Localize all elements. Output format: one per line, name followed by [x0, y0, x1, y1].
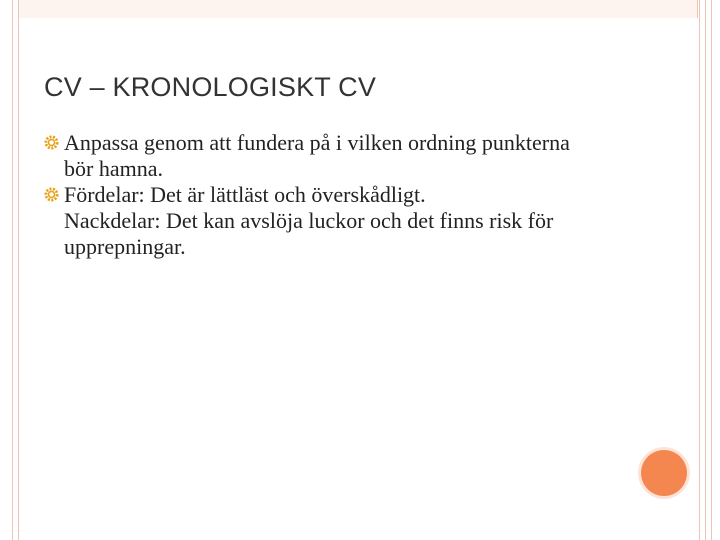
bullet-list	[44, 130, 644, 260]
bullet-line: Nackdelar: Det kan avslöja luckor och det finns risk för	[64, 208, 554, 233]
top-band	[18, 0, 698, 18]
gear-bullet-icon	[44, 135, 59, 150]
frame-line-right-edge	[711, 0, 712, 540]
gear-bullet-icon	[44, 187, 59, 202]
bullet-line: bör hamna.	[64, 156, 163, 181]
accent-circle	[641, 450, 687, 496]
bullet-item	[44, 182, 644, 260]
bullet-line: Anpassa genom att fundera på i vilken ordning punkterna	[64, 130, 570, 155]
frame-line-right-outer	[705, 0, 706, 540]
bullet-line: Fördelar: Det är lättläst och överskådligt.	[64, 182, 426, 207]
bullet-line: upprepningar.	[64, 234, 186, 259]
bullet-item	[44, 130, 644, 182]
frame-line-left-outer	[12, 0, 13, 540]
slide-title: CV – KRONOLOGISKT CV	[44, 72, 377, 102]
